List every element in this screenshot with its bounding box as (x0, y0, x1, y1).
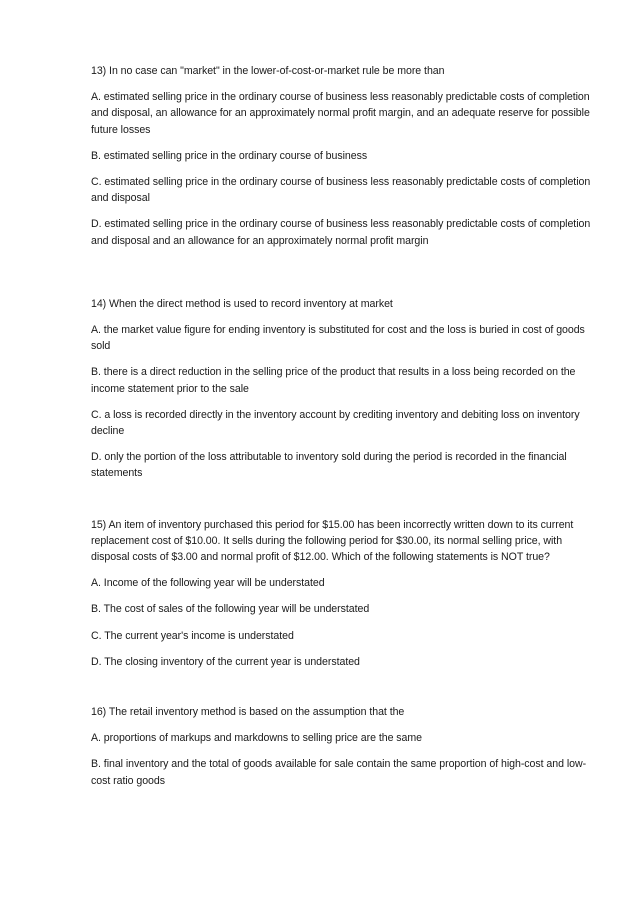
question-16-option-a: A. proportions of markups and markdowns to selling price are the same (91, 732, 423, 745)
spacer (91, 680, 591, 704)
question-13-option-d: D. estimated selling price in the ordinary course of business less reasonably predictable costs of completion and disposal and an allowance for an approximately normal profit margin (91, 218, 591, 247)
question-14 (91, 296, 591, 482)
question-14-option-c: C. a loss is recorded directly in the inventory account by crediting inventory and debiting loss on inventory decline (91, 408, 580, 438)
question-13 (91, 63, 591, 249)
question-14-option-b: B. there is a direct reduction in the selling price of the product that results in a loss being recorded on the income statement prior to the sale (91, 366, 576, 395)
document-page (91, 63, 591, 799)
question-13-option-a: A. estimated selling price in the ordinary course of business less reasonably predictable costs of completion and disposal, an allowance for an approximately normal profit margin, and an adequate reserve for possible future losses (91, 91, 590, 136)
question-15-option-a: A. Income of the following year will be understated (91, 577, 325, 590)
question-16-stem: 16) The retail inventory method is based on the assumption that the (91, 706, 405, 719)
question-15-option-d: D. The closing inventory of the current year is understated (91, 655, 360, 668)
question-14-option-a: A. the market value figure for ending inventory is substituted for cost and the loss is buried in cost of goods sold (91, 324, 585, 353)
question-16-option-b: B. final inventory and the total of goods available for sale contain the same proportion of high-cost and low-cost ratio goods (91, 758, 587, 787)
question-15-option-c: C. The current year's income is understated (91, 629, 294, 642)
question-13-option-b: B. estimated selling price in the ordinary course of business (91, 149, 368, 162)
spacer (91, 259, 591, 296)
question-13-stem: 13) In no case can "market" in the lower-of-cost-or-market rule be more than (91, 65, 445, 77)
question-16 (91, 704, 591, 789)
spacer (91, 492, 591, 517)
question-14-option-d: D. only the portion of the loss attributable to inventory sold during the period is recorded in the financial statements (91, 451, 567, 480)
question-15-stem: 15) An item of inventory purchased this period for $15.00 has been incorrectly written down to its current replacement cost of $10.00. It sells during the following period for $30.00, its normal selling price, with disposal costs of $3.00 and normal profit of $12.00. Which of the following statements is NOT true? (91, 518, 574, 564)
question-14-stem: 14) When the direct method is used to record inventory at market (91, 297, 393, 310)
question-15-option-b: B. The cost of sales of the following year will be understated (91, 603, 370, 616)
question-13-option-c: C. estimated selling price in the ordinary course of business less reasonably predictable costs of completion and disposal (91, 176, 591, 205)
question-15 (91, 517, 591, 670)
